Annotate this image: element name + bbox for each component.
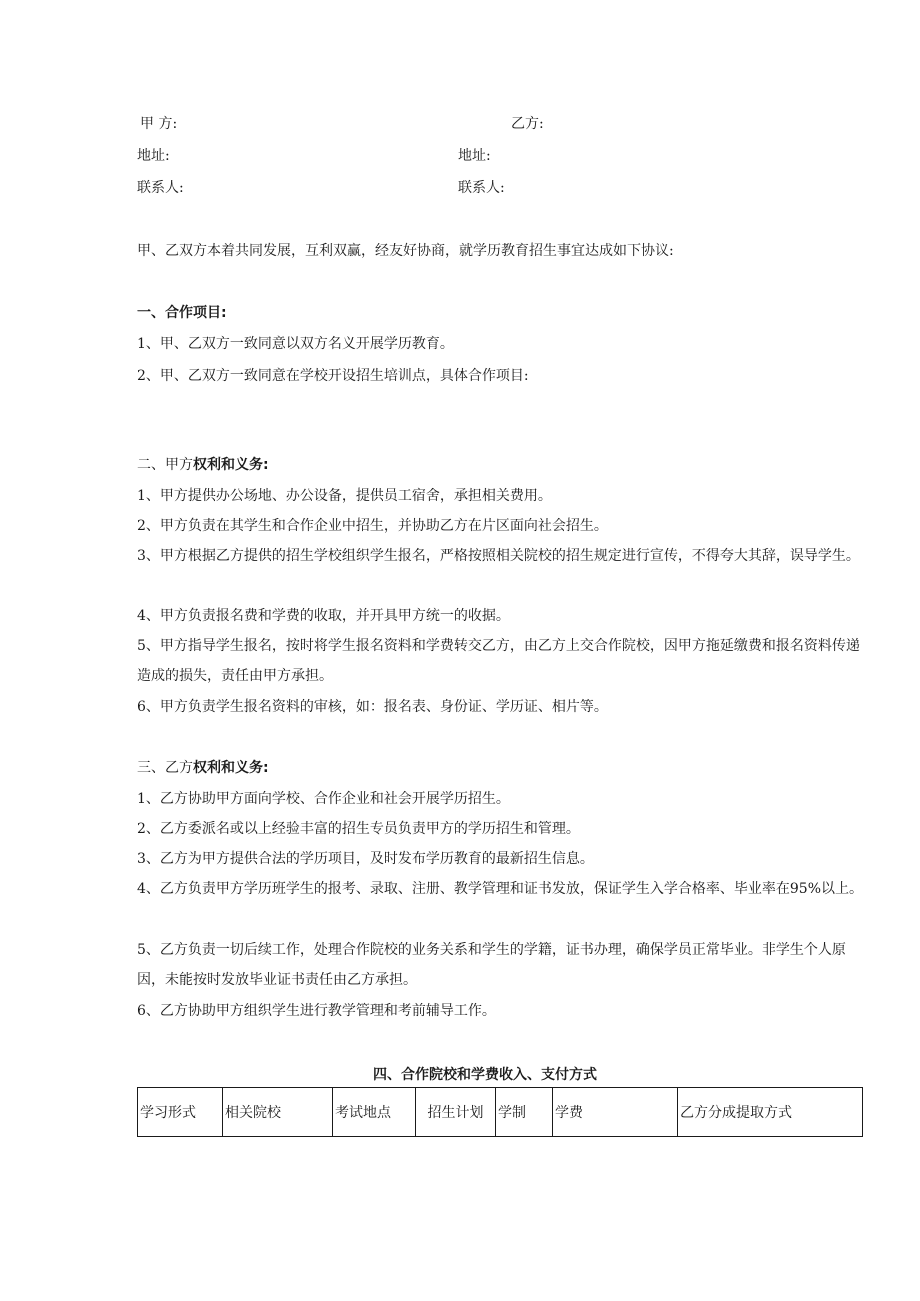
party-a-address-label: 地址:	[137, 148, 170, 164]
section-2-item-6: 6、甲方负责学生报名资料的审核，如：报名表、身份证、学历证、相片等。	[137, 699, 608, 715]
section-3-item-4: 4、乙方负责甲方学历班学生的报考、录取、注册、教学管理和证书发放，保证学生入学合格率、毕业率在95%以上。	[137, 881, 864, 897]
section-3-title-bold: 权利和义务:	[193, 760, 269, 776]
intro-paragraph: 甲、乙双方本着共同发展，互利双赢，经友好协商，就学历教育招生事宜达成如下协议:	[137, 243, 674, 259]
section-3-item-3: 3、乙方为甲方提供合法的学历项目，及时发布学历教育的最新招生信息。	[137, 851, 594, 867]
table-header-cell: 招生计划	[416, 1088, 496, 1137]
section-2-item-1: 1、甲方提供办公场地、办公设备，提供员工宿舍，承担相关费用。	[137, 488, 552, 504]
section-3-item-5: 5、乙方负责一切后续工作，处理合作院校的业务关系和学生的学籍，证书办理，确保学员正常毕业。非学生个人原因，未能按时发放毕业证书责任由乙方承担。	[137, 942, 846, 988]
table-header-cell: 考试地点	[333, 1088, 416, 1137]
section-3-item-2: 2、乙方委派名或以上经验丰富的招生专员负责甲方的学历招生和管理。	[137, 821, 580, 837]
section-4-title: 四、合作院校和学费收入、支付方式	[373, 1067, 597, 1083]
party-b-contact-label: 联系人:	[458, 180, 505, 196]
party-a-label: 甲 方:	[140, 116, 178, 132]
section-1-item-1: 1、甲、乙双方一致同意以双方名义开展学历教育。	[137, 336, 454, 352]
section-3-title	[137, 759, 269, 777]
section-3-item-1: 1、乙方协助甲方面向学校、合作企业和社会开展学历招生。	[137, 791, 510, 807]
table-header-cell: 学习形式	[138, 1088, 223, 1137]
table-header-cell: 学费	[553, 1088, 678, 1137]
section-2-item-2: 2、甲方负责在其学生和合作企业中招生，并协助乙方在片区面向社会招生。	[137, 518, 608, 534]
fee-table-header-row	[138, 1088, 863, 1137]
section-2-item-4: 4、甲方负责报名费和学费的收取，并开具甲方统一的收据。	[137, 608, 510, 624]
section-2-item-5: 5、甲方指导学生报名，按时将学生报名资料和学费转交乙方，由乙方上交合作院校，因甲方拖延缴费和报名资料传递造成的损失，责任由甲方承担。	[137, 638, 860, 684]
section-2-title-bold: 权利和义务:	[193, 457, 269, 473]
section-3-title-prefix: 三、乙方	[137, 760, 193, 776]
table-header-cell: 乙方分成提取方式	[678, 1088, 863, 1137]
table-header-cell: 学制	[496, 1088, 553, 1137]
section-1-title: 一、合作项目:	[137, 305, 227, 321]
fee-table	[137, 1087, 863, 1137]
party-b-address-label: 地址:	[458, 148, 491, 164]
table-header-cell: 相关院校	[223, 1088, 333, 1137]
section-1-item-2: 2、甲、乙双方一致同意在学校开设招生培训点，具体合作项目:	[137, 368, 529, 384]
section-2-title	[137, 456, 269, 474]
party-b-label: 乙方:	[511, 116, 544, 132]
party-a-contact-label: 联系人:	[137, 180, 184, 196]
section-3-item-6: 6、乙方协助甲方组织学生进行教学管理和考前辅导工作。	[137, 1003, 496, 1019]
section-2-item-3: 3、甲方根据乙方提供的招生学校组织学生报名，严格按照相关院校的招生规定进行宣传，不得夸大其辞，误导学生。	[137, 548, 860, 564]
section-2-title-prefix: 二、甲方	[137, 457, 193, 473]
